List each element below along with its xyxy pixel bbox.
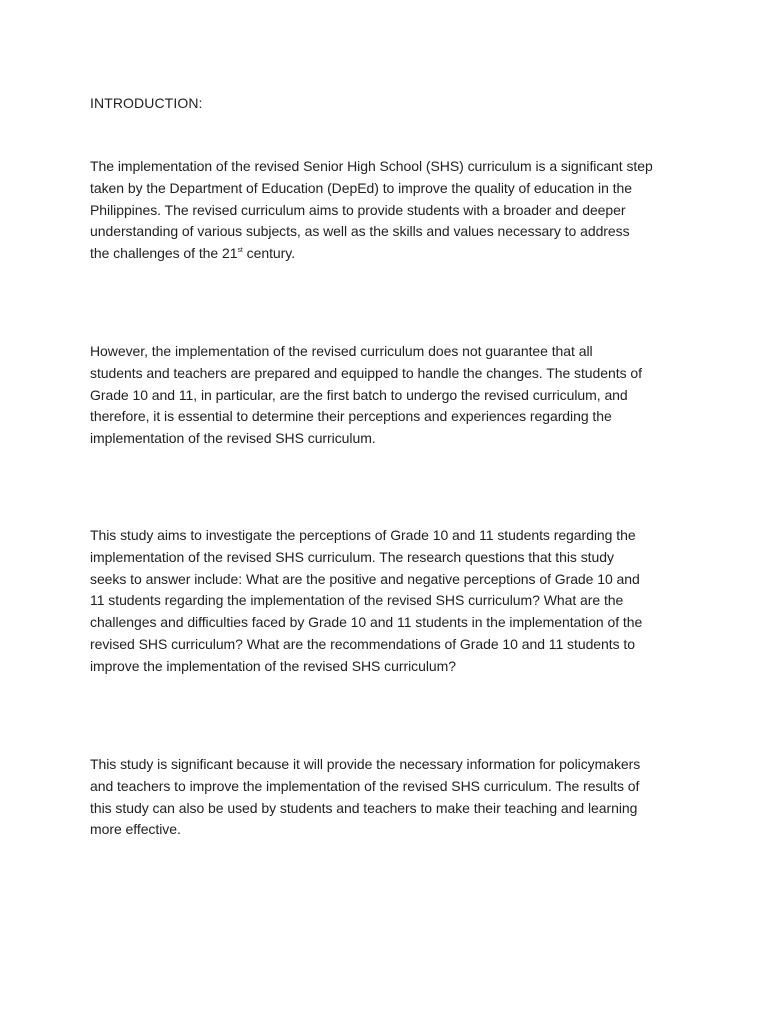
paragraph-line: Philippines. The revised curriculum aims to provide students with a broader and deeper: [90, 201, 626, 218]
paragraph-2: [90, 341, 690, 450]
line-text: the challenges of the 21: [90, 245, 238, 262]
paragraph-line: this study can also be used by students and teachers to make their teaching and learning: [90, 799, 638, 816]
ordinal-superscript: st: [237, 247, 243, 255]
paragraph-line: improve the implementation of the revised SHS curriculum?: [90, 657, 456, 674]
paragraph-line: This study aims to investigate the perceptions of Grade 10 and 11 students regarding the: [90, 527, 636, 543]
paragraph-line: therefore, it is essential to determine their perceptions and experiences regarding the: [90, 408, 612, 425]
paragraph-3: [90, 525, 690, 678]
paragraph-line: However, the implementation of the revised curriculum does not guarantee that all: [90, 343, 593, 359]
paragraph-line: students and teachers are prepared and equipped to handle the changes. The students of: [90, 364, 642, 381]
paragraph-line: The implementation of the revised Senior High School (SHS) curriculum is a significant step: [90, 158, 653, 174]
paragraph-line: implementation of the revised SHS curriculum.: [90, 430, 376, 447]
paragraph-line-last: [90, 243, 690, 265]
paragraph-line: more effective.: [90, 821, 181, 838]
section-heading: INTRODUCTION:: [90, 95, 203, 111]
line-text: century.: [242, 245, 296, 262]
paragraph-4: [90, 754, 690, 841]
paragraph-line: Grade 10 and 11, in particular, are the first batch to undergo the revised curriculum, and: [90, 386, 628, 403]
paragraph-line: revised SHS curriculum? What are the recommendations of Grade 10 and 11 students to: [90, 635, 635, 652]
paragraph-line: This study is significant because it will provide the necessary information for policymakers: [90, 756, 641, 772]
paragraph-line: and teachers to improve the implementation of the revised SHS curriculum. The results of: [90, 777, 640, 794]
paragraph-1: [90, 156, 690, 265]
paragraph-line: seeks to answer include: What are the positive and negative perceptions of Grade 10 and: [90, 570, 640, 587]
paragraph-line: challenges and difficulties faced by Grade 10 and 11 students in the implementation of the: [90, 614, 643, 631]
paragraph-line: taken by the Department of Education (DepEd) to improve the quality of education in the: [90, 179, 632, 196]
paragraph-line: implementation of the revised SHS curriculum. The research questions that this study: [90, 548, 614, 565]
paragraph-line: understanding of various subjects, as well as the skills and values necessary to address: [90, 223, 630, 240]
paragraph-line: 11 students regarding the implementation of the revised SHS curriculum? What are the: [90, 592, 624, 609]
